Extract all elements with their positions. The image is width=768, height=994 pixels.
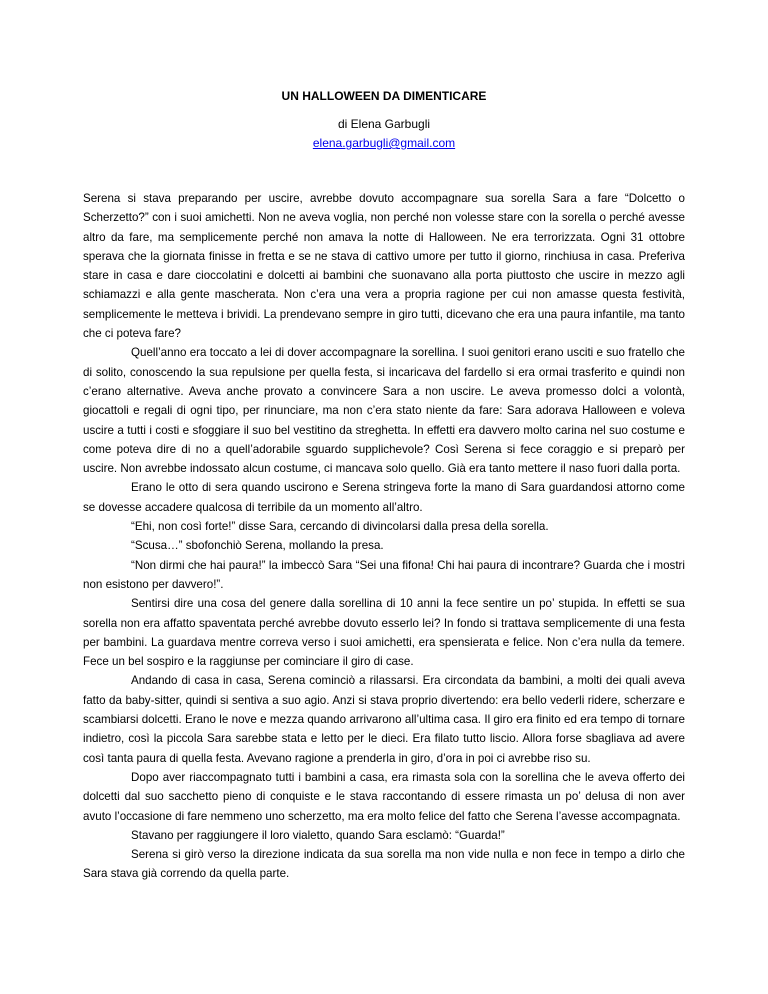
paragraph: “Scusa…” sbofonchiò Serena, mollando la presa. <box>131 539 384 553</box>
email-link[interactable]: elena.garbugli@gmail.com <box>312 136 456 150</box>
paragraph: Quell’anno era toccato a lei di dover accompagnare la sorellina. I suoi genitori erano usciti e suo fratello che di solito, conoscendo la sua repulsione per quella festa, si incaricava del fardello si era ormai trasferito e quindi non c’erano alternative. Aveva anche provato a convincere Sara a non uscire. Le aveva promesso dolci a volontà, giocattoli e regali di ogni tipo, per rinunciare, ma non c’era stato niente da fare: Sara adorava Halloween e voleva uscire a tutti i costi e sfoggiare il suo bel vestitino da streghetta. In effetti era davvero molto carina nel suo costume e come poteva dire di no a quell’adorabile sguardo supplichevole? Così Serena si fece coraggio e si preparò per uscire. Non avrebbe indossato alcun costume, ci mancava solo quello. Già era tanto mettere il naso fuori dalla porta. <box>83 346 685 476</box>
story-body <box>83 189 685 884</box>
author-line: di Elena Garbugli <box>337 117 431 131</box>
paragraph: Sentirsi dire una cosa del genere dalla sorellina di 10 anni la fece sentire un po’ stupida. In effetti se sua sorella non era affatto spaventata perché avrebbe dovuto esserlo lei? In fondo si trattava semplicemente di una festa per bambini. La guardava mentre correva verso i suoi amichetti, era spensierata e felice. Non c’era nulla da temere. Fece un bel sospiro e la raggiunse per cominciare il giro di case. <box>83 597 685 669</box>
paragraph: “Ehi, non così forte!” disse Sara, cercando di divincolarsi dalla presa della sorella. <box>131 520 549 534</box>
paragraph: Serena si stava preparando per uscire, avrebbe dovuto accompagnare sua sorella Sara a fare “Dolcetto o Scherzetto?” con i suoi amichetti. Non ne aveva voglia, non perché non volesse stare con la sorella o perché avesse altro da fare, ma semplicemente perché non amava la notte di Halloween. Ne era terrorizzata. Ogni 31 ottobre sperava che la giornata finisse in fretta e se ne stava di cattivo umore per tutto il giorno, rinchiusa in casa. Preferiva stare in casa e dare cioccolatini e dolcetti ai bambini che suonavano alla porta piuttosto che uscire in mezzo agli schiamazzi e alla gente mascherata. Non c’era una vera a propria ragione per cui non amasse questa festività, semplicemente le metteva i brividi. La prendevano sempre in giro tutti, dicevano che era una paura infantile, ma tanto che ci poteva fare? <box>83 192 685 341</box>
paragraph: “Non dirmi che hai paura!” la imbeccò Sara “Sei una fifona! Chi hai paura di incontrare? Guarda che i mostri non esistono per davvero!”. <box>83 558 685 591</box>
author-email <box>0 135 768 151</box>
document-title: UN HALLOWEEN DA DIMENTICARE <box>281 89 487 103</box>
paragraph: Stavano per raggiungere il loro vialetto, quando Sara esclamò: “Guarda!” <box>131 828 505 842</box>
paragraph: Andando di casa in casa, Serena cominciò a rilassarsi. Era circondata da bambini, a molti dei quali aveva fatto da baby-sitter, quindi si sentiva a suo agio. Anzi si stava proprio divertendo: era bello vederli ridere, scherzare e scambiarsi dolcetti. Erano le nove e mezza quando arrivarono all’ultima casa. Il giro era finito ed era tempo di tornare indietro, così la piccola Sara sarebbe stata e letto per le dieci. Era filato tutto liscio. Allora forse sbagliava ad avere così tanta paura di quella festa. Avevano ragione a prenderla in giro, d’ora in poi ci avrebbe riso su. <box>83 674 685 765</box>
paragraph: Dopo aver riaccompagnato tutti i bambini a casa, era rimasta sola con la sorellina che le aveva offerto dei dolcetti dal suo sacchetto pieno di conquiste e le stava raccontando di essere rimasta un po’ delusa di non aver avuto l’occasione di fare nemmeno uno scherzetto, ma era molto felice del fatto che Serena l’avesse accompagnata. <box>83 770 685 823</box>
paragraph: Serena si girò verso la direzione indicata da sua sorella ma non vide nulla e non fece in tempo a dirlo che Sara stava già correndo da quella parte. <box>83 848 685 881</box>
paragraph: Erano le otto di sera quando uscirono e Serena stringeva forte la mano di Sara guardandosi attorno come se dovesse accadere qualcosa di terribile da un momento all’altro. <box>83 481 685 514</box>
